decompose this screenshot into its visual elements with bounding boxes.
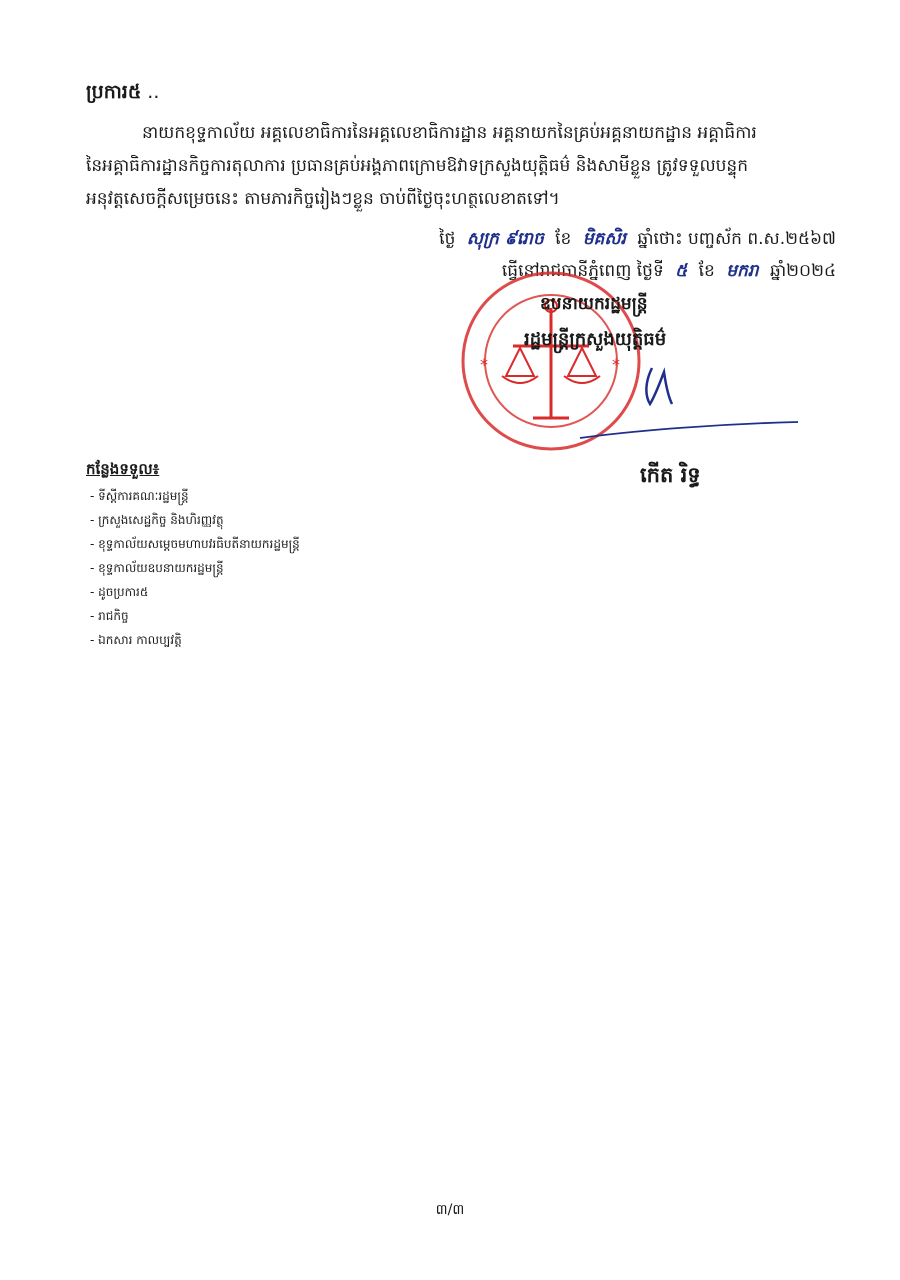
- place-day-handwritten: ៥: [675, 261, 688, 281]
- recipient-item: - ខុទ្ទកាល័យសម្តេចមហាបវរធិបតីនាយករដ្ឋមន្ត្រី: [90, 532, 300, 556]
- place-month-label: ខែ: [698, 261, 715, 281]
- place-date-prefix: ធ្វើនៅរាជធានីភ្នំពេញ ថ្ងៃទី: [501, 261, 664, 281]
- article-heading-label: ប្រការ៥: [86, 81, 142, 103]
- lunar-month-handwritten: មិគសិរ: [582, 229, 626, 249]
- lunar-date-prefix: ថ្ងៃ: [439, 229, 456, 249]
- recipient-item: - រាជកិច្ច: [90, 604, 300, 628]
- recipients-list: [90, 484, 300, 652]
- svg-text:*: *: [612, 355, 620, 374]
- lunar-date-line: [439, 228, 836, 253]
- lunar-day-handwritten: សុក្រ ៩រោច: [466, 229, 544, 249]
- recipient-item: - ទីស្តីការគណៈរដ្ឋមន្ត្រី: [90, 484, 300, 508]
- body-line-3: អនុវត្តសេចក្តីសម្រេចនេះ តាមភារកិច្ចរៀងៗខ្លួន ចាប់ពីថ្ងៃចុះហត្ថលេខាតទៅ។: [86, 189, 560, 209]
- body-paragraph: [86, 117, 846, 216]
- body-line-2: នៃអគ្គាធិការដ្ឋានកិច្ចការតុលាការ ប្រធានគ្រប់អង្គភាពក្រោមឱវាទក្រសួងយុត្តិធម៌ និងសាមីខ្លួន ត្រូវទទួលបន្ទុក: [86, 156, 749, 176]
- body-line-1: នាយកខុទ្ទកាល័យ អគ្គលេខាធិការនៃអគ្គលេខាធិការដ្ឋាន អគ្គនាយកនៃគ្រប់អគ្គនាយកដ្ឋាន អគ្គាធិការ: [142, 123, 757, 143]
- article-heading: [86, 80, 159, 108]
- page-number: ៣/៣: [435, 1202, 465, 1218]
- recipient-item: - ឯកសារ កាលប្បវត្តិ: [90, 628, 300, 652]
- lunar-date-suffix: ឆ្នាំថោះ បញ្ចស័ក ព.ស.២៥៦៧: [637, 229, 836, 249]
- article-heading-dots: ..: [147, 81, 160, 103]
- svg-text:*: *: [480, 355, 488, 374]
- signer-title-minister: រដ្ឋមន្ត្រីក្រសួងយុត្តិធម៌: [524, 329, 667, 350]
- recipient-item: - ក្រសួងសេដ្ឋកិច្ច និងហិរញ្ញវត្ថុ: [90, 508, 300, 532]
- recipients-title: កន្លែងទទួល៖: [86, 460, 160, 478]
- recipient-item: - ដូចប្រការ៥: [90, 580, 300, 604]
- place-month-handwritten: មករា: [726, 261, 759, 281]
- place-year: ឆ្នាំ២០២៤: [770, 261, 836, 281]
- lunar-month-label: ខែ: [555, 229, 572, 249]
- recipient-item: - ខុទ្ទកាល័យឧបនាយករដ្ឋមន្ត្រី: [90, 556, 300, 580]
- signer-name: កើត រិទ្ធ: [640, 463, 701, 487]
- handwritten-signature: [560, 360, 800, 440]
- signer-title-deputy-pm: ឧបនាយករដ្ឋមន្ត្រី: [540, 294, 648, 314]
